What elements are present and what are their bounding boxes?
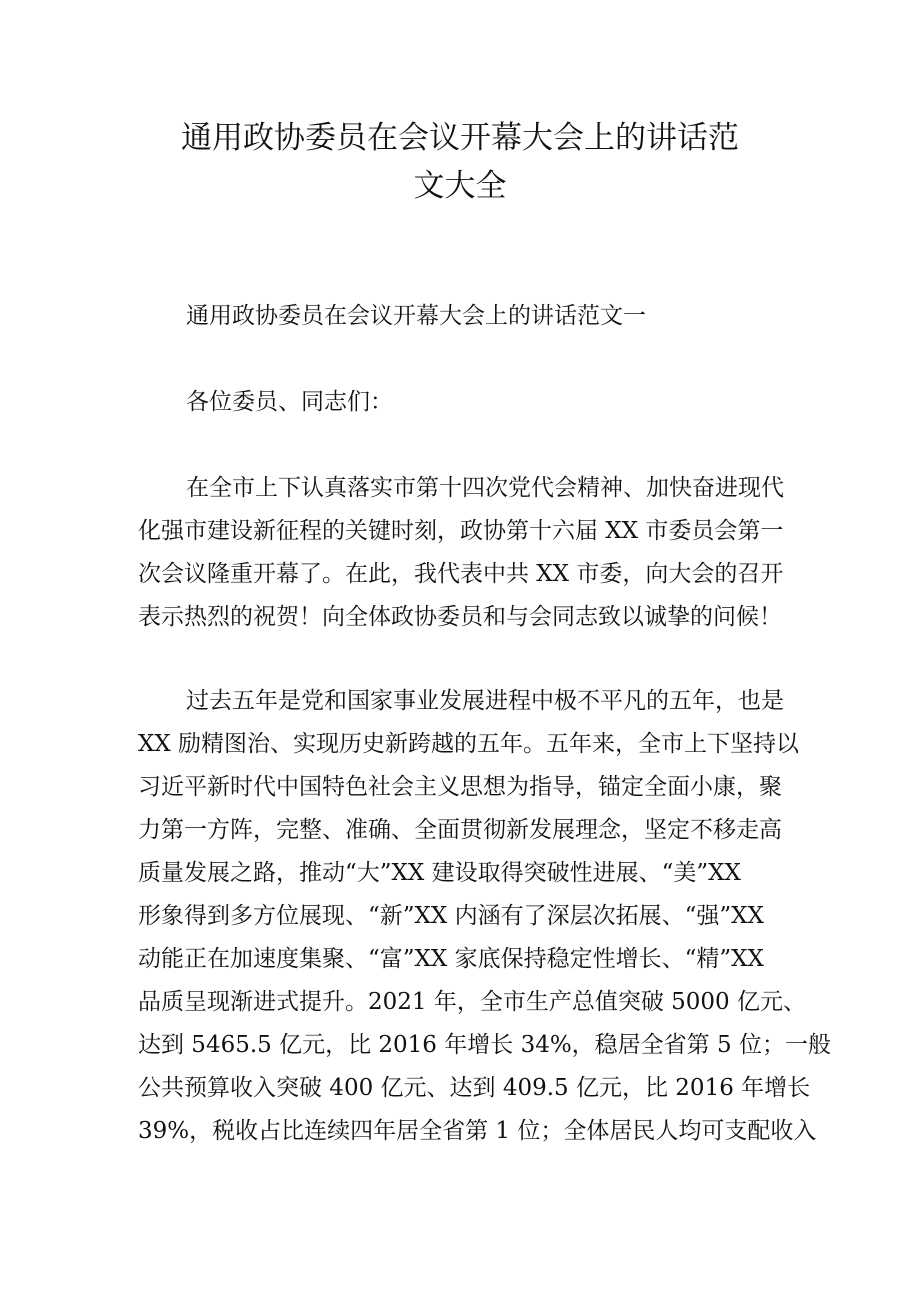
document-title-line-2: 文大全 (413, 168, 507, 204)
paragraph-line: 力第一方阵，完整、准确、全面贯彻新发展理念，坚定不移走高 (138, 817, 782, 843)
paragraph-line: 表示热烈的祝贺！向全体政协委员和与会同志致以诚挚的问候！ (138, 604, 782, 630)
paragraph-line: 形象得到多方位展现、“新”XX 内涵有了深层次拓展、“强”XX (138, 903, 764, 929)
paragraph-line: 品质呈现渐进式提升。2021 年，全市生产总值突破 5000 亿元、 (138, 989, 806, 1015)
paragraph-line: 达到 5465.5 亿元，比 2016 年增长 34%，稳居全省第 5 位；一般 (138, 1032, 831, 1058)
paragraph-1 (0, 468, 920, 640)
paragraph-line: XX 励精图治、实现历史新跨越的五年。五年来，全市上下坚持以 (138, 731, 800, 757)
paragraph-line: 在全市上下认真落实市第十四次党代会精神、加快奋进现代 (186, 475, 784, 501)
paragraph-line: 39%，税收占比连续四年居全省第 1 位；全体居民人均可支配收入 (138, 1118, 817, 1144)
salutation: 各位委员、同志们： (186, 389, 393, 415)
paragraph-line: 习近平新时代中国特色社会主义思想为指导，锚定全面小康，聚 (138, 774, 782, 800)
document-title-line-1: 通用政协委员在会议开幕大会上的讲话范 (181, 120, 739, 156)
paragraph-2 (0, 681, 920, 1154)
paragraph-line: 次会议隆重开幕了。在此，我代表中共 XX 市委，向大会的召开 (138, 561, 784, 587)
paragraph-line: 公共预算收入突破 400 亿元、达到 409.5 亿元，比 2016 年增长 (138, 1075, 811, 1101)
paragraph-line: 动能正在加速度集聚、“富”XX 家底保持稳定性增长、“精”XX (138, 946, 764, 972)
paragraph-line: 质量发展之路，推动“大”XX 建设取得突破性进展、“美”XX (138, 860, 741, 886)
paragraph-line: 过去五年是党和国家事业发展进程中极不平凡的五年，也是 (186, 688, 784, 714)
paragraph-line: 化强市建设新征程的关键时刻，政协第十六届 XX 市委员会第一 (138, 518, 784, 544)
section-heading: 通用政协委员在会议开幕大会上的讲话范文一 (186, 303, 646, 329)
